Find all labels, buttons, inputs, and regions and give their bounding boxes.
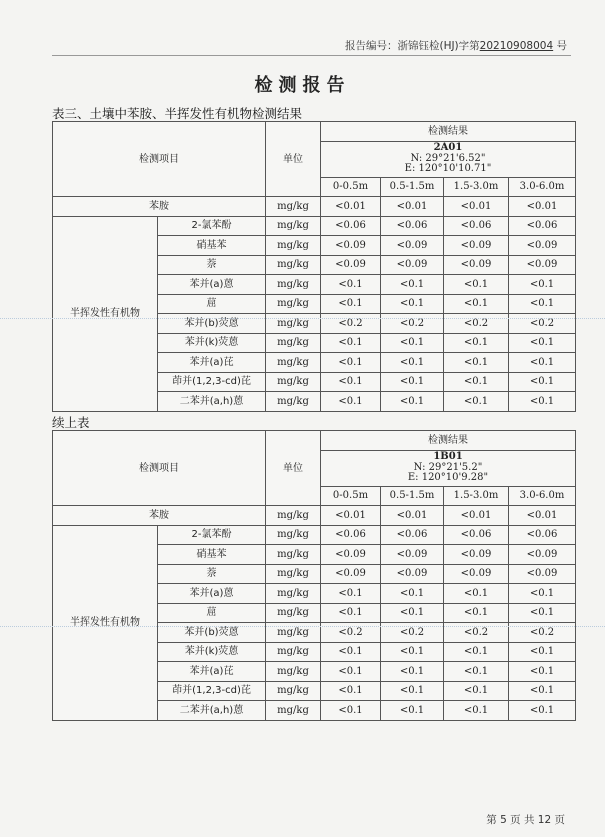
group-label: 半挥发性有机物: [53, 525, 158, 720]
analyte-name: 苯胺: [53, 197, 266, 217]
result-cell: <0.09: [444, 255, 509, 275]
result-cell: <0.06: [444, 216, 509, 236]
depth-header: 0-0.5m: [321, 486, 381, 506]
depth-header: 1.5-3.0m: [444, 486, 509, 506]
analyte-name: 苯并(b)荧蒽: [158, 623, 266, 643]
result-cell: <0.1: [509, 681, 576, 701]
result-cell: <0.01: [321, 506, 381, 526]
result-cell: <0.2: [381, 623, 444, 643]
depth-header: 3.0-6.0m: [509, 177, 576, 197]
result-cell: <0.09: [381, 255, 444, 275]
analyte-name: 苯并(a)蒽: [158, 584, 266, 604]
result-cell: <0.09: [509, 255, 576, 275]
result-cell: <0.1: [321, 603, 381, 623]
unit-cell: mg/kg: [266, 236, 321, 256]
page-title: 检测报告: [254, 75, 351, 96]
result-cell: <0.1: [381, 275, 444, 295]
result-cell: <0.1: [321, 681, 381, 701]
item-header: 检测项目: [53, 122, 266, 197]
result-cell: <0.1: [444, 353, 509, 373]
result-header: 检测结果: [321, 431, 576, 451]
item-header: 检测项目: [53, 431, 266, 506]
result-cell: <0.09: [444, 564, 509, 584]
report-number: [345, 38, 567, 53]
unit-cell: mg/kg: [266, 353, 321, 373]
result-cell: <0.1: [444, 603, 509, 623]
unit-cell: mg/kg: [266, 662, 321, 682]
result-cell: <0.06: [444, 525, 509, 545]
unit-cell: mg/kg: [266, 623, 321, 643]
result-cell: <0.1: [321, 392, 381, 412]
result-cell: <0.1: [321, 372, 381, 392]
unit-cell: mg/kg: [266, 584, 321, 604]
unit-cell: mg/kg: [266, 545, 321, 565]
result-header: 检测结果: [321, 122, 576, 142]
result-cell: <0.2: [381, 314, 444, 334]
result-cell: <0.1: [509, 275, 576, 295]
unit-cell: mg/kg: [266, 392, 321, 412]
result-cell: <0.06: [321, 216, 381, 236]
result-cell: <0.1: [321, 294, 381, 314]
page-number: 第 5 页 共 12 页: [486, 814, 565, 826]
report-number-label: 报告编号：浙锦钰检(HJ)字第: [344, 40, 480, 52]
unit-cell: mg/kg: [266, 314, 321, 334]
header-divider: [52, 55, 571, 56]
result-cell: <0.2: [321, 623, 381, 643]
analyte-name: 䓛: [158, 294, 266, 314]
table1-caption: 表三、土壤中苯胺、半挥发性有机物检测结果: [52, 106, 303, 121]
result-cell: <0.06: [381, 525, 444, 545]
result-cell: <0.1: [509, 353, 576, 373]
result-cell: <0.2: [509, 314, 576, 334]
result-cell: <0.06: [509, 216, 576, 236]
result-cell: <0.09: [509, 236, 576, 256]
result-cell: <0.01: [509, 197, 576, 217]
result-cell: <0.01: [444, 197, 509, 217]
depth-header: 0.5-1.5m: [381, 486, 444, 506]
result-cell: <0.1: [381, 584, 444, 604]
result-cell: <0.01: [444, 506, 509, 526]
unit-cell: mg/kg: [266, 294, 321, 314]
result-cell: <0.1: [321, 642, 381, 662]
result-cell: <0.2: [509, 623, 576, 643]
analyte-name: 萘: [158, 255, 266, 275]
unit-cell: mg/kg: [266, 506, 321, 526]
result-cell: <0.09: [381, 236, 444, 256]
unit-header: 单位: [266, 431, 321, 506]
analyte-name: 苯并(a)芘: [158, 662, 266, 682]
result-cell: <0.1: [381, 701, 444, 721]
depth-header: 0.5-1.5m: [381, 177, 444, 197]
report-number-value: 20210908004: [479, 40, 554, 52]
analyte-name: 苯胺: [53, 506, 266, 526]
result-cell: <0.09: [509, 545, 576, 565]
result-cell: <0.09: [321, 255, 381, 275]
analyte-name: 硝基苯: [158, 236, 266, 256]
result-cell: <0.09: [444, 236, 509, 256]
header-row: [53, 122, 576, 142]
result-cell: <0.09: [509, 564, 576, 584]
result-cell: <0.1: [381, 392, 444, 412]
sampling-site: [321, 141, 576, 177]
analyte-name: 硝基苯: [158, 545, 266, 565]
site-id: 2A01: [433, 142, 463, 154]
depth-header: 3.0-6.0m: [509, 486, 576, 506]
result-cell: <0.2: [444, 623, 509, 643]
unit-cell: mg/kg: [266, 372, 321, 392]
result-cell: <0.1: [444, 662, 509, 682]
result-cell: <0.09: [321, 545, 381, 565]
analyte-name: 茚并(1,2,3-cd)芘: [158, 372, 266, 392]
header-row: [53, 431, 576, 451]
table-row: [53, 216, 576, 236]
result-cell: <0.1: [321, 584, 381, 604]
site-longitude: E: 120°10'10.71": [404, 163, 492, 175]
group-label: 半挥发性有机物: [53, 216, 158, 411]
table2-caption: 续上表: [52, 415, 90, 430]
result-cell: <0.1: [381, 333, 444, 353]
report-number-suffix: 号: [556, 40, 567, 52]
result-cell: <0.09: [381, 545, 444, 565]
depth-header: 0-0.5m: [321, 177, 381, 197]
unit-cell: mg/kg: [266, 333, 321, 353]
result-cell: <0.1: [444, 294, 509, 314]
results-table-1b01: [52, 430, 576, 721]
unit-cell: mg/kg: [266, 525, 321, 545]
analyte-name: 萘: [158, 564, 266, 584]
unit-cell: mg/kg: [266, 255, 321, 275]
analyte-name: 苯并(a)芘: [158, 353, 266, 373]
unit-cell: mg/kg: [266, 701, 321, 721]
result-cell: <0.1: [509, 333, 576, 353]
analyte-name: 2-氯苯酚: [158, 525, 266, 545]
unit-cell: mg/kg: [266, 564, 321, 584]
unit-cell: mg/kg: [266, 197, 321, 217]
site-id: 1B01: [433, 451, 463, 463]
unit-cell: mg/kg: [266, 216, 321, 236]
result-cell: <0.2: [444, 314, 509, 334]
result-cell: <0.09: [444, 545, 509, 565]
result-cell: <0.1: [321, 662, 381, 682]
result-cell: <0.01: [509, 506, 576, 526]
result-cell: <0.1: [509, 662, 576, 682]
result-cell: <0.06: [509, 525, 576, 545]
site-latitude: N: 29°21'6.52": [410, 152, 486, 164]
result-cell: <0.06: [381, 216, 444, 236]
analyte-name: 2-氯苯酚: [158, 216, 266, 236]
analyte-name: 二苯并(a,h)蒽: [158, 701, 266, 721]
result-cell: <0.1: [444, 642, 509, 662]
result-cell: <0.1: [381, 294, 444, 314]
unit-cell: mg/kg: [266, 275, 321, 295]
result-cell: <0.1: [444, 584, 509, 604]
result-cell: <0.1: [509, 584, 576, 604]
result-cell: <0.2: [321, 314, 381, 334]
result-cell: <0.1: [509, 642, 576, 662]
result-cell: <0.1: [321, 701, 381, 721]
result-cell: <0.1: [381, 353, 444, 373]
result-cell: <0.1: [444, 392, 509, 412]
result-cell: <0.1: [321, 275, 381, 295]
unit-header: 单位: [266, 122, 321, 197]
depth-header: 1.5-3.0m: [444, 177, 509, 197]
result-cell: <0.06: [321, 525, 381, 545]
analyte-name: 二苯并(a,h)蒽: [158, 392, 266, 412]
result-cell: <0.1: [444, 275, 509, 295]
result-cell: <0.01: [381, 506, 444, 526]
scan-guide-line: [0, 318, 605, 319]
result-cell: <0.1: [444, 681, 509, 701]
result-cell: <0.1: [321, 353, 381, 373]
result-cell: <0.09: [321, 564, 381, 584]
sampling-site: [321, 450, 576, 486]
result-cell: <0.1: [509, 372, 576, 392]
analyte-name: 茚并(1,2,3-cd)芘: [158, 681, 266, 701]
result-cell: <0.1: [509, 294, 576, 314]
analyte-name: 苯并(k)荧蒽: [158, 642, 266, 662]
result-cell: <0.1: [509, 701, 576, 721]
analyte-name: 苯并(b)荧蒽: [158, 314, 266, 334]
table-row: [53, 525, 576, 545]
result-cell: <0.01: [321, 197, 381, 217]
result-cell: <0.1: [381, 603, 444, 623]
site-latitude: N: 29°21'5.2": [413, 461, 483, 473]
result-cell: <0.1: [381, 662, 444, 682]
analyte-name: 苯并(a)蒽: [158, 275, 266, 295]
analyte-name: 苯并(k)荧蒽: [158, 333, 266, 353]
table-row: [53, 506, 576, 526]
result-cell: <0.1: [444, 701, 509, 721]
result-cell: <0.1: [381, 372, 444, 392]
table-row: [53, 197, 576, 217]
result-cell: <0.01: [381, 197, 444, 217]
result-cell: <0.09: [321, 236, 381, 256]
result-cell: <0.1: [381, 642, 444, 662]
unit-cell: mg/kg: [266, 642, 321, 662]
result-cell: <0.09: [381, 564, 444, 584]
result-cell: <0.1: [444, 333, 509, 353]
result-cell: <0.1: [381, 681, 444, 701]
results-table-2a01: [52, 121, 576, 412]
analyte-name: 䓛: [158, 603, 266, 623]
result-cell: <0.1: [321, 333, 381, 353]
scan-guide-line: [0, 626, 605, 627]
unit-cell: mg/kg: [266, 603, 321, 623]
result-cell: <0.1: [444, 372, 509, 392]
result-cell: <0.1: [509, 392, 576, 412]
unit-cell: mg/kg: [266, 681, 321, 701]
site-longitude: E: 120°10'9.28": [407, 472, 489, 484]
result-cell: <0.1: [509, 603, 576, 623]
